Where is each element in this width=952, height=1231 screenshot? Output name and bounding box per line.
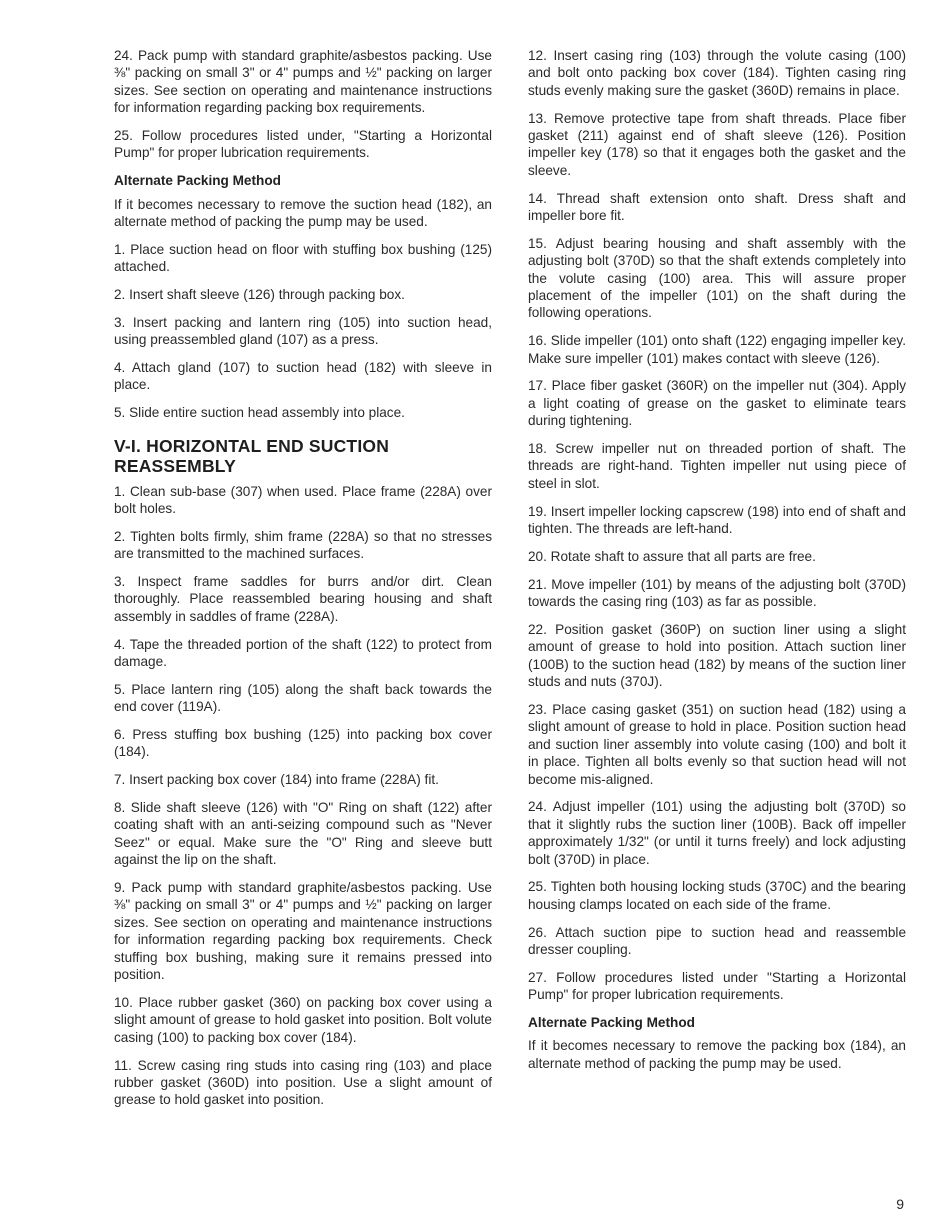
left-column <box>114 47 492 1119</box>
reassembly-step: 25. Tighten both housing locking studs (370C) and the bearing housing clamps located on each side of the frame. <box>528 879 906 912</box>
alternate-packing-heading: Alternate Packing Method <box>528 1014 695 1030</box>
reassembly-step: 2. Tighten bolts firmly, shim frame (228A) so that no stresses are transmitted to the machined surfaces. <box>114 528 492 562</box>
reassembly-step: 9. Pack pump with standard graphite/asbestos packing. Use ⅜" packing on small 3" or 4" pumps and ½" packing on larger sizes. See section on operating and maintenance instructions for information regarding packing box requirements. Check stuffing box bushing, making sure it remains pressed into position. <box>114 880 492 983</box>
paragraph-step-25: 25. Follow procedures listed under, "Starting a Horizontal Pump" for proper lubrication requirements. <box>114 128 492 161</box>
alternate-step: 4. Attach gland (107) to suction head (182) with sleeve in place. <box>114 360 492 393</box>
section-heading-line-2: REASSEMBLY <box>114 455 236 476</box>
reassembly-step: 6. Press stuffing box bushing (125) into packing box cover (184). <box>114 727 492 760</box>
page-number: 9 <box>896 1196 904 1212</box>
alternate-packing-heading: Alternate Packing Method <box>114 173 281 189</box>
reassembly-step: 12. Insert casing ring (103) through the volute casing (100) and bolt onto packing box cover (184). Tighten casing ring studs evenly making sure the gasket (360D) remains in place. <box>528 48 906 98</box>
reassembly-step: 7. Insert packing box cover (184) into frame (228A) fit. <box>114 772 439 788</box>
reassembly-step: 14. Thread shaft extension onto shaft. Dress shaft and impeller bore fit. <box>528 190 906 224</box>
reassembly-step: 20. Rotate shaft to assure that all parts are free. <box>528 548 816 564</box>
alternate-step: 1. Place suction head on floor with stuffing box bushing (125) attached. <box>114 241 492 275</box>
reassembly-step: 19. Insert impeller locking capscrew (198) into end of shaft and tighten. The threads are left-hand. <box>528 503 906 537</box>
reassembly-step: 16. Slide impeller (101) onto shaft (122) engaging impeller key. Make sure impeller (101) makes contact with sleeve (126). <box>528 333 906 366</box>
alternate-packing-intro: If it becomes necessary to remove the suction head (182), an alternate method of packing the pump may be used. <box>114 196 492 230</box>
reassembly-step: 4. Tape the threaded portion of the shaft (122) to protect from damage. <box>114 636 492 670</box>
reassembly-step: 23. Place casing gasket (351) on suction head (182) using a slight amount of grease to hold in place. Position suction head and suction liner assembly into volute casing (100) and bolt it in place. Tighten all bolts evenly so that suction head will not become mis-aligned. <box>528 701 906 787</box>
reassembly-step: 27. Follow procedures listed under "Starting a Horizontal Pump" for proper lubrication requirements. <box>528 969 906 1003</box>
right-column <box>528 47 906 1083</box>
reassembly-step: 17. Place fiber gasket (360R) on the impeller nut (304). Apply a light coating of grease on the gasket to eliminate tears during tightening. <box>528 378 906 429</box>
alternate-step: 2. Insert shaft sleeve (126) through packing box. <box>114 287 405 303</box>
reassembly-step: 13. Remove protective tape from shaft threads. Place fiber gasket (211) against end of shaft sleeve (126). Position impeller key (178) so that it engages both the gasket and the sleeve. <box>528 110 906 178</box>
reassembly-step: 15. Adjust bearing housing and shaft assembly with the adjusting bolt (370D) so that the shaft extends completely into the volute casing (100) area. This will assure proper placement of the impeller (101) on the shaft during the following operations. <box>528 235 906 321</box>
reassembly-step: 1. Clean sub-base (307) when used. Place frame (228A) over bolt holes. <box>114 483 492 517</box>
reassembly-step: 26. Attach suction pipe to suction head and reassemble dresser coupling. <box>528 924 906 957</box>
reassembly-step: 18. Screw impeller nut on threaded portion of shaft. The threads are right-hand. Tighten impeller nut using piece of steel in slot. <box>528 441 906 491</box>
reassembly-step: 3. Inspect frame saddles for burrs and/or dirt. Clean thoroughly. Place reassembled bearing housing and shaft assembly in saddles of frame (228A). <box>114 574 492 624</box>
alternate-packing-intro: If it becomes necessary to remove the packing box (184), an alternate method of packing the pump may be used. <box>528 1038 906 1071</box>
section-heading <box>114 436 492 476</box>
reassembly-step: 21. Move impeller (101) by means of the adjusting bolt (370D) towards the casing ring (103) as far as possible. <box>528 576 906 610</box>
alternate-step: 3. Insert packing and lantern ring (105) into suction head, using preassembled gland (107) as a press. <box>114 314 492 348</box>
alternate-step: 5. Slide entire suction head assembly into place. <box>114 405 405 421</box>
reassembly-step: 8. Slide shaft sleeve (126) with "O" Ring on shaft (122) after coating shaft with an anti-seizing compound such as "Never Seez" or equal. Make sure the "O" Ring and sleeve butt against the lip on the shaft. <box>114 800 492 868</box>
reassembly-step: 22. Position gasket (360P) on suction liner using a slight amount of grease to hold into position. Attach suction liner (100B) to the suction head (182) by means of the suction liner studs and nuts (370J). <box>528 621 906 690</box>
paragraph-step-24: 24. Pack pump with standard graphite/asbestos packing. Use ⅜" packing on small 3" or 4" pumps and ½" packing on larger sizes. See section on operating and maintenance instructions for information regarding packing box requirements. <box>114 48 492 116</box>
reassembly-step: 10. Place rubber gasket (360) on packing box cover using a slight amount of grease to hold gasket into position. Bolt volute casing (100) to packing box cover (184). <box>114 994 492 1045</box>
section-heading-line-1: V-I. HORIZONTAL END SUCTION <box>114 435 390 456</box>
reassembly-step: 24. Adjust impeller (101) using the adjusting bolt (370D) so that it slightly rubs the suction liner (100B). Back off impeller approximately 1/32" (or until it turns freely) and lock adjusting bolt (370D) in place. <box>528 799 906 867</box>
reassembly-step: 11. Screw casing ring studs into casing ring (103) and place rubber gasket (360D) into position. Use a slight amount of grease to hold gasket into position. <box>114 1057 492 1108</box>
reassembly-step: 5. Place lantern ring (105) along the shaft back towards the end cover (119A). <box>114 681 492 715</box>
